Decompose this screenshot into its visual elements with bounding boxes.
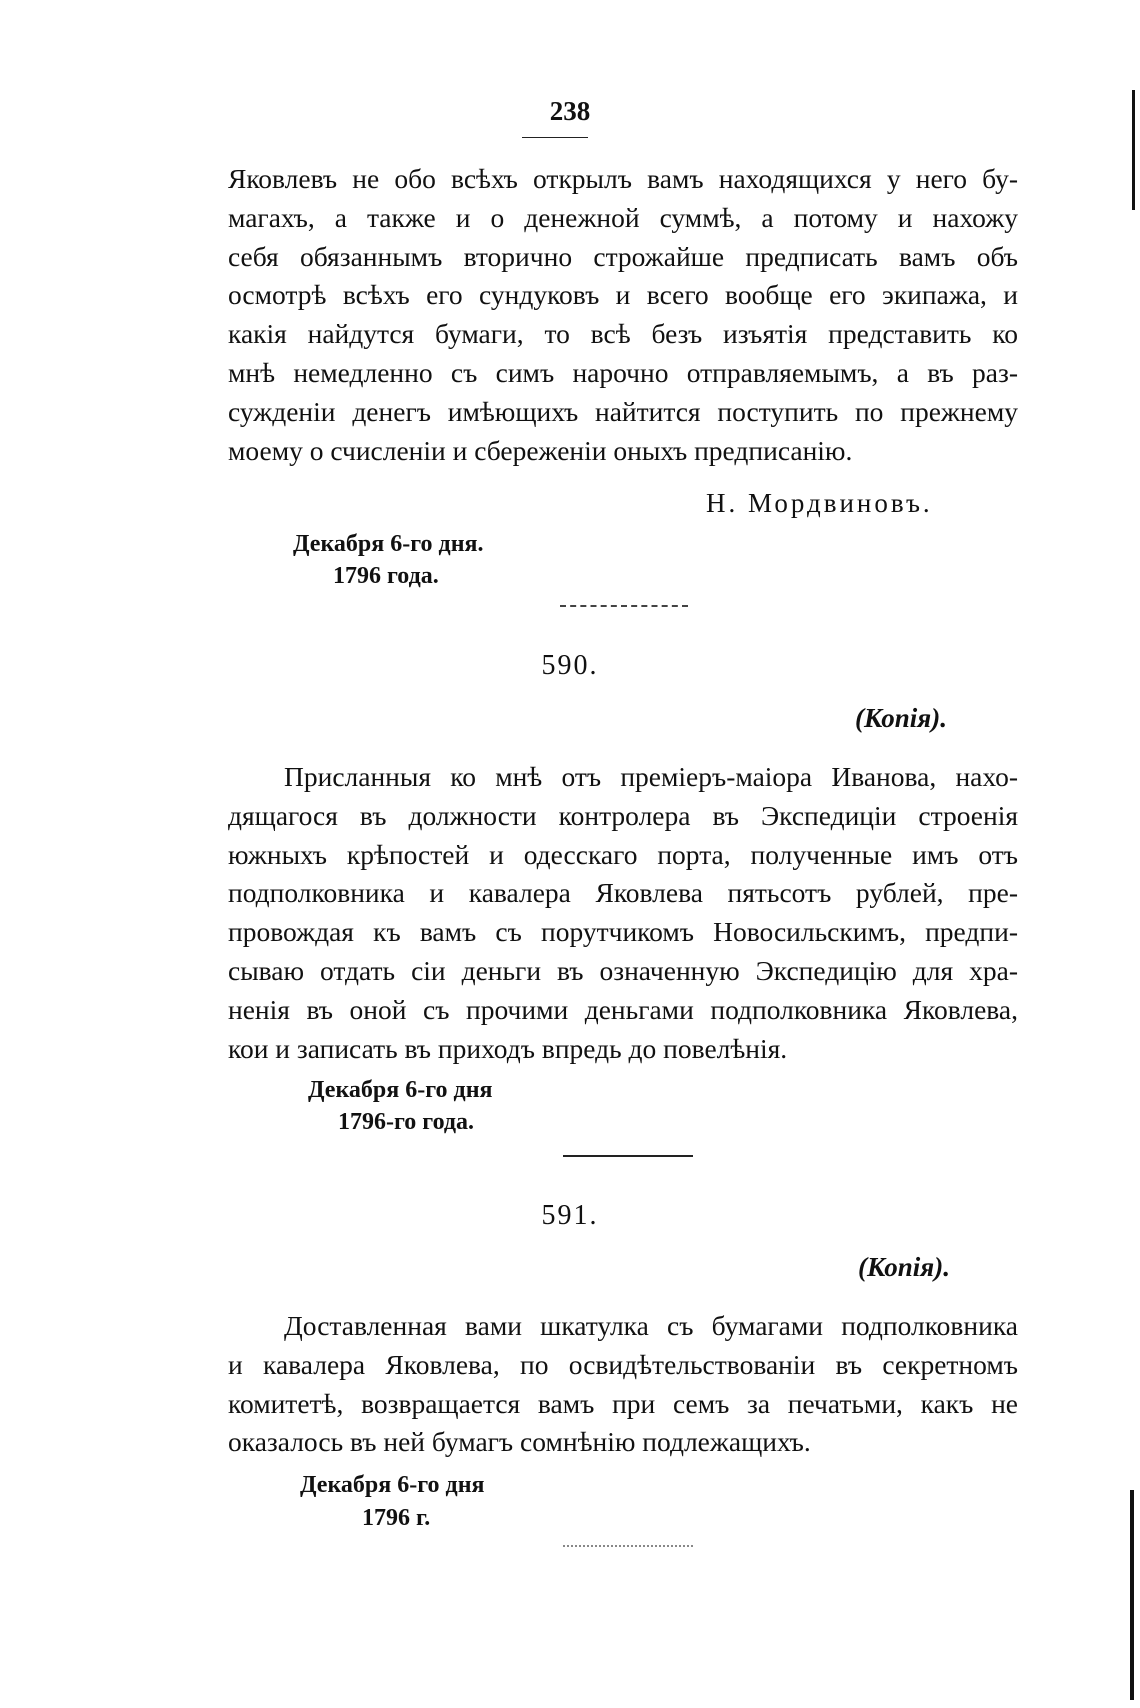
text-line: Присланныя ко мнѣ отъ преміеръ-маіора Иванова, нахо- (284, 761, 1018, 792)
doc-591-body (228, 1307, 1018, 1462)
text-line: южныхъ крѣпостей и одесскаго порта, полученные имъ отъ (228, 838, 1018, 870)
top-letter-body (228, 160, 1018, 470)
page-number-underline (522, 137, 588, 138)
doc-590-body (228, 758, 1018, 1068)
text-line: сываю отдать сіи деньги въ означенную Экспедицію для хра- (228, 954, 1018, 986)
copy-label: (Копія). (858, 1252, 950, 1282)
text-line: себя обязаннымъ вторично строжайше предписать вамъ объ (228, 240, 1018, 272)
copy-label: (Копія). (855, 703, 947, 733)
text-line: осмотрѣ всѣхъ его сундуковъ и всего вообще его экипажа, и (228, 279, 1018, 311)
date-line: 1796-го года. (338, 1109, 475, 1135)
text-line: и кавалера Яковлева, по освидѣтельствованіи въ секретномъ (228, 1348, 1018, 1380)
date-line: 1796 г. (362, 1505, 431, 1531)
text-line: оказалось въ ней бумагъ сомнѣнію подлежащихъ. (228, 1426, 811, 1458)
page-number: 238 (549, 96, 591, 126)
text-line: Доставленная вами шкатулка съ бумагами подполковника (284, 1310, 1018, 1341)
text-line: провождая къ вамъ съ порутчикомъ Новосильскимъ, предпи- (228, 916, 1018, 948)
scan-edge-mark (1130, 1490, 1134, 1700)
text-line: подполковника и кавалера Яковлева пятьсотъ рублей, пре- (228, 877, 1018, 909)
date-line: Декабря 6-го дня (300, 1472, 485, 1498)
document-number: 591. (541, 1200, 599, 1231)
text-line: комитетѣ, возвращается вамъ при семъ за печатьми, какъ не (228, 1387, 1018, 1419)
text-line: Яковлевъ не обо всѣхъ открылъ вамъ находящихся у него бу- (228, 163, 1018, 194)
date-line: Декабря 6-го дня (308, 1077, 493, 1103)
text-line: магахъ, а также и о денежной суммѣ, а потому и нахожу (228, 201, 1018, 233)
document-number: 590. (541, 650, 599, 681)
section-divider (563, 1545, 693, 1547)
text-line: дящагося въ должности контролера въ Экспедиціи строенія (228, 799, 1018, 831)
text-line: сужденіи денегъ имѣющихъ найтится поступить по прежнему (228, 395, 1018, 427)
scan-edge-mark (1132, 90, 1135, 210)
text-line: ненія въ оной съ прочими деньгами подполковника Яковлева, (228, 993, 1018, 1025)
date-line: Декабря 6-го дня. (293, 531, 484, 557)
signature: Н. Мордвиновъ. (706, 488, 933, 518)
text-line: кои и записать въ приходъ впредь до повелѣнія. (228, 1032, 788, 1064)
text-line: мнѣ немедленно съ симъ нарочно отправляемымъ, а въ раз- (228, 356, 1018, 388)
text-line: моему о счисленіи и сбереженіи оныхъ предписанію. (228, 434, 853, 466)
date-line: 1796 года. (333, 563, 439, 589)
text-line: какія найдутся бумаги, то всѣ безъ изъятія представить ко (228, 318, 1018, 350)
section-divider (563, 1155, 693, 1157)
section-divider (560, 605, 688, 607)
